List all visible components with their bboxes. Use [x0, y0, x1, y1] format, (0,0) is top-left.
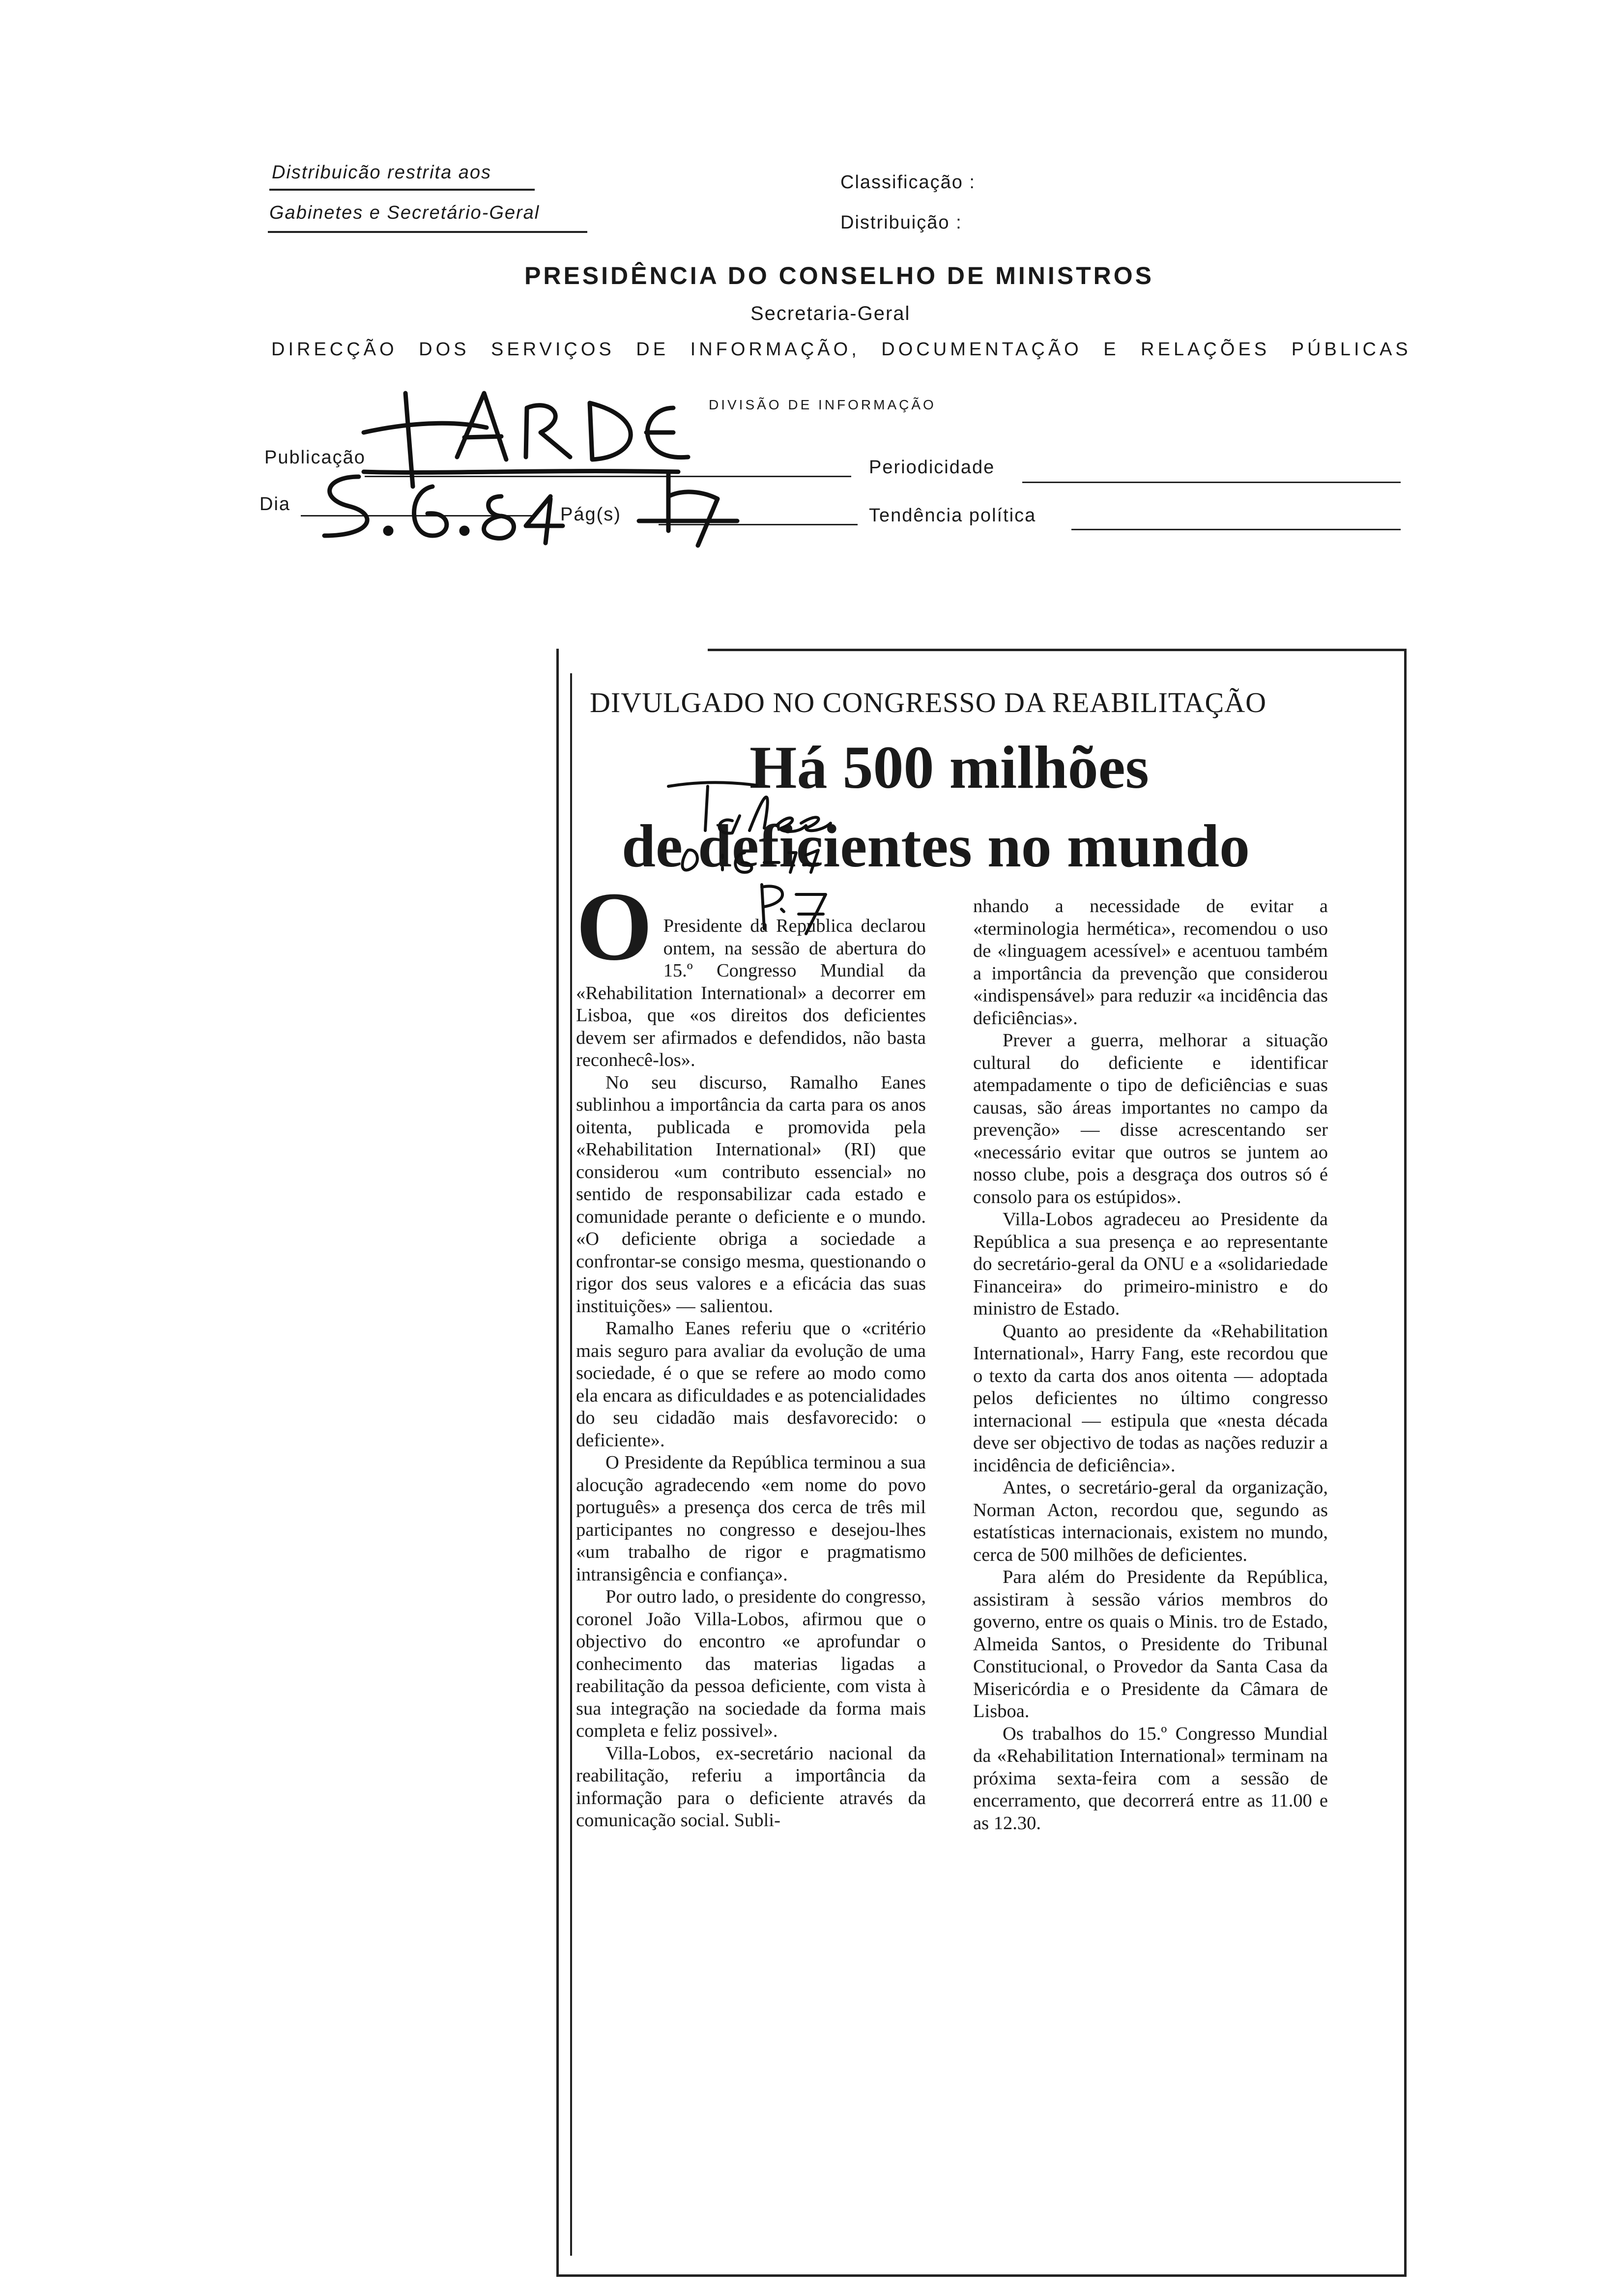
clipping-top-edge: [708, 649, 1406, 651]
article-headline-line-2: de deficientes no mundo: [622, 812, 1250, 880]
paragraph: Villa-Lobos, ex-secretário nacional da reabilitação, referiu a importância da informação para o deficiente através da comunicação social. Subli-: [576, 1743, 926, 1831]
paragraph: Quanto ao presidente da «Rehabilitation International», Harry Fang, este recordou que o texto da carta dos anos oitenta — adoptada pelos deficientes no último congresso internacional — estipula que «nesta década deve ser objectivo de todas as nações reduzir a incidência de deficiência».: [973, 1320, 1328, 1476]
restriction-line-2: Gabinetes e Secretário-Geral: [269, 202, 540, 223]
paragraph: Antes, o secretário-geral da organização, Norman Acton, recordou que, segundo as estatísticas internacionais, existem no mundo, cerca de 500 milhões de deficientes.: [973, 1477, 1328, 1565]
day-label: Dia: [259, 494, 291, 515]
paragraph: Prever a guerra, melhorar a situação cultural do deficiente e identificar atempadamente o tipo de deficiências e suas causas, são áreas importantes no campo da prevenção» — disse acrescentando ser «necessário evitar que outros se juntem ao nosso clube, pois a desgraça dos outros só é consolo para os estúpidos».: [973, 1030, 1328, 1207]
paragraph: nhando a necessidade de evitar a «terminologia hermética», recomendou o uso de «linguagem acessível» e acentuou também a importância da prevenção que considerou «indispensável» para reduzir «a incidência das deficiências».: [973, 896, 1328, 1029]
publication-label: Publicação: [264, 447, 366, 468]
periodicity-field-line: [1022, 482, 1401, 483]
division-title: DIVISÃO DE INFORMAÇÃO: [709, 397, 936, 412]
secretariat-title: Secretaria-Geral: [750, 303, 911, 324]
paragraph: Presidente da República declarou ontem, na sessão de abertura do 15.º Congresso Mundial da «Rehabilitation International» a decorrer em Lisboa, que «os direitos dos deficientes devem ser afirmados e defendidos, não basta reconhecê-los».: [576, 916, 926, 1070]
article-column-2: [973, 895, 1328, 1835]
article-headline-line-1: Há 500 milhões: [749, 734, 1149, 801]
ministry-title: PRESIDÊNCIA DO CONSELHO DE MINISTROS: [524, 262, 1154, 289]
periodicity-label: Periodicidade: [869, 457, 995, 478]
day-field-line: [301, 515, 537, 517]
political-tendency-label: Tendência política: [869, 505, 1036, 526]
paragraph: No seu discurso, Ramalho Eanes sublinhou a importância da carta para os anos oitenta, publicada e promovida pela «Rehabilitation International» (RI) que considerou «um contributo essencial» no sentido de responsabilizar cada estado e comunidade perante o deficiente e o mundo. «O deficiente obriga a sociedade a confrontar-se consigo mesma, questionando o rigor dos seus valores e a eficácia das suas instituições» — salientou.: [576, 1072, 926, 1317]
paragraph: Por outro lado, o presidente do congresso, coronel João Villa-Lobos, afirmou que o objectivo do encontro «e aprofundar o conhecimento das materias ligadas a reabilitação da pessoa deficiente, com vista à sua integração na sociedade da forma mais completa e feliz possivel».: [576, 1586, 926, 1741]
pages-field-line: [659, 524, 858, 525]
paragraph: O Presidente da República terminou a sua alocução agradecendo «em nome do povo português» a presença dos cerca de três mil participantes no congresso e desejou-lhes «um trabalho de rigor e pragmatismo intransigência e confiança».: [576, 1452, 926, 1585]
political-tendency-field-line: [1071, 529, 1401, 530]
publication-field-line: [365, 476, 851, 477]
restriction-line-1: Distribuicão restrita aos: [272, 162, 492, 183]
restriction-underline-2: [268, 231, 587, 233]
drop-cap: O: [576, 872, 653, 981]
paragraph: Ramalho Eanes referiu que o «critério mais seguro para avaliar da evolução de uma sociedade, é o que se refere ao modo como ela encara as dificuldades e as potencialidades do seu cidadão mais desfavorecido: o deficiente».: [576, 1318, 926, 1451]
pages-label: Pág(s): [560, 504, 621, 525]
article-column-1: [576, 872, 926, 1832]
paragraph: Villa-Lobos agradeceu ao Presidente da República a sua presença e ao representante do secretário-geral da ONU e a «solidariedade Financeira» do primeiro-ministro e do ministro de Estado.: [973, 1209, 1328, 1319]
classification-label: Classificação :: [840, 172, 976, 193]
distribution-label: Distribuição :: [840, 212, 962, 233]
department-title: DIRECÇÃO DOS SERVIÇOS DE INFORMAÇÃO, DOCUMENTAÇÃO E RELAÇÕES PÚBLICAS: [271, 339, 1411, 360]
restriction-underline-1: [269, 189, 535, 191]
paragraph: Para além do Presidente da República, assistiram à sessão vários membros do governo, entre os quais o Minis. tro de Estado, Almeida Santos, o Presidente do Tribunal Constitucional, o Provedor da Santa Casa da Misericórdia e o Presidente da Câmara de Lisboa.: [973, 1567, 1328, 1722]
paragraph: Os trabalhos do 15.º Congresso Mundial da «Rehabilitation International» terminam na próxima sexta-feira com a sessão de encerramento, que decorrerá entre as 11.00 e as 12.30.: [973, 1723, 1328, 1834]
article-kicker: DIVULGADO NO CONGRESSO DA REABILITAÇÃO: [590, 687, 1267, 718]
